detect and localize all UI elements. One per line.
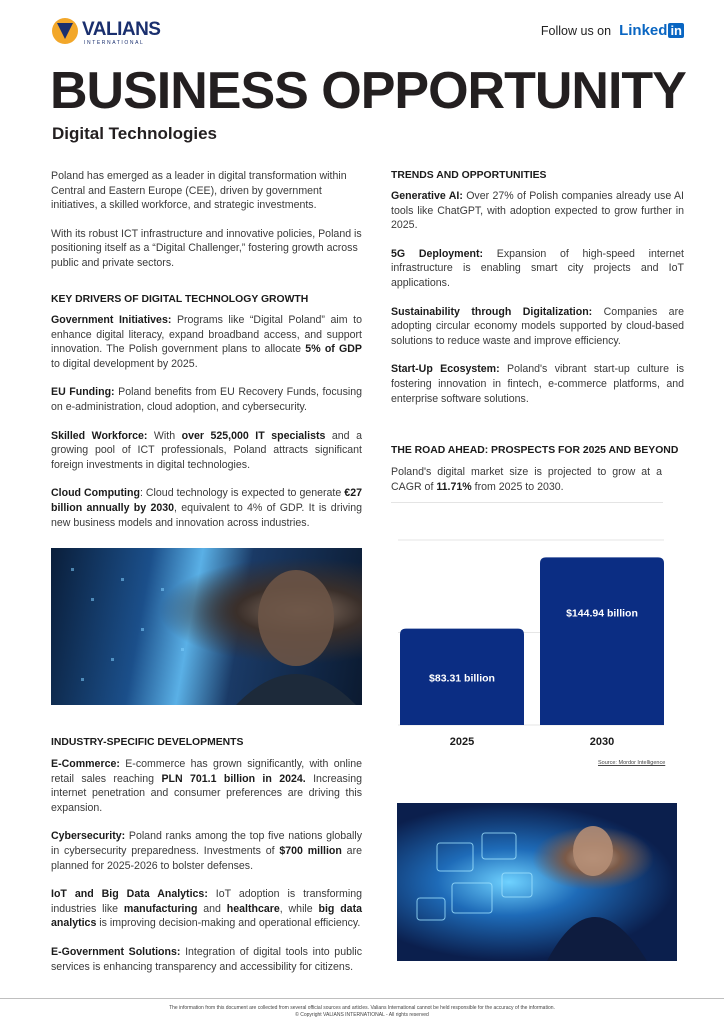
drivers-section [51,313,362,530]
server-engineer-photo [51,548,362,705]
trends-section [391,189,684,406]
road-paragraph: Poland's digital market size is projected to grow at a CAGR of 11.71% from 2025 to 2030. [391,466,662,493]
industry-ecommerce: E-Commerce: E-commerce has grown significantly, with online retail sales reaching PLN 701.1 billion in 2024. Increasing internet penetration and consumer preferences are driving this expansion. [51,758,362,814]
industry-heading: INDUSTRY-SPECIFIC DEVELOPMENTS [51,737,244,748]
driver-eu-funding: EU Funding: Poland benefits from EU Recovery Funds, focusing on e-administration, cloud adoption, and cybersecurity. [51,386,363,413]
drivers-heading: KEY DRIVERS OF DIGITAL TECHNOLOGY GROWTH [51,294,309,305]
driver-cloud-computing: Cloud Computing: Cloud technology is expected to generate €27 billion annually by 2030, equivalent to 4% of GDP. It is driving new business models and innovation across industries. [51,487,363,529]
industry-egovernment: E-Government Solutions: Integration of digital tools into public services is enhancing transparency and accessibility for citizens. [51,945,362,973]
page-subtitle: Digital Technologies [52,124,217,143]
chart-category-label: 2025 [449,736,475,748]
server-lights-illustration [51,548,362,705]
logo-text: VALIANS [82,19,161,40]
logo-subtext: INTERNATIONAL [84,40,145,46]
linkedin-link[interactable] [619,22,684,39]
holographic-screens-illustration [397,803,677,961]
footer-disclaimer: The information from this document are collected from several official sources and articles. Valians International cannot be held responsible for the accuracy of the information. [169,1005,555,1011]
intro-paragraph-1: Poland has emerged as a leader in digital transformation within Central and Eastern Europe (CEE), driven by government initiatives, a skilled workforce, and strategic investments. [51,170,347,212]
logo-mark-icon [52,18,78,44]
industry-cybersecurity: Cybersecurity: Poland ranks among the top five nations globally in cybersecurity preparedness. Investments of $700 million are planned for 2025-2026 to bolster defenses. [51,830,362,872]
valians-logo [52,16,162,46]
market-size-bar-chart [398,500,664,770]
chart-data-label: $144.94 billion [566,607,638,620]
trends-heading: TRENDS AND OPPORTUNITIES [391,170,547,181]
trend-startup: Start-Up Ecosystem: Poland's vibrant start-up culture is fostering innovation in fintech, e-commerce platforms, and enterprise software solutions. [391,363,684,405]
intro-section [51,169,362,271]
trend-generative-ai: Generative AI: Over 27% of Polish companies already use AI tools like ChatGPT, with adoption expected to grow further in 2025. [391,190,684,232]
follow-us [541,22,684,39]
chart-bar-2030 [540,557,664,725]
chart-category-label: 2030 [589,736,615,748]
road-heading: THE ROAD AHEAD: PROSPECTS FOR 2025 AND BEYOND [391,445,679,456]
driver-skilled-workforce: Skilled Workforce: With over 525,000 IT specialists and a growing pool of ICT professionals, Poland attracts significant foreign investments in digital technologies. [51,429,362,471]
footer-copyright: © Copyright VALIANS INTERNATIONAL - All rights reserved [295,1012,429,1018]
intro-paragraph-2: With its robust ICT infrastructure and innovative policies, Poland is positioning itself as a “Digital Challenger,” fostering growth across public and private sectors. [51,227,362,269]
trend-5g: 5G Deployment: Expansion of high-speed internet infrastructure is enabling smart city projects and IoT applications. [391,247,685,289]
driver-government: Government Initiatives: Programs like “Digital Poland” aim to enhance digital literacy, expand broadband access, and support innovation. The Polish government plans to allocate 5% of GDP to digital development by 2025. [51,314,362,370]
linkedin-in-icon: in [670,23,682,38]
follow-text: Follow us on [540,23,612,38]
industry-section [51,757,362,974]
industry-iot: IoT and Big Data Analytics: IoT adoption is transforming industries like manufacturing and healthcare, while big data analytics is improving decision-making and operational efficiency. [51,888,362,930]
trend-sustainability: Sustainability through Digitalization: Companies are adopting circular economy models supported by cloud-based solutions to reduce waste and improve efficiency. [391,305,684,347]
footer [0,1005,724,1019]
chart-data-label: $83.31 billion [429,672,495,685]
digital-interface-photo [397,803,677,961]
page-title: BUSINESS OPPORTUNITY [50,62,686,120]
linkedin-text: Linked [619,22,668,39]
footer-divider [0,998,724,999]
chart-source[interactable]: Source: Mordor Intelligence [598,760,666,766]
